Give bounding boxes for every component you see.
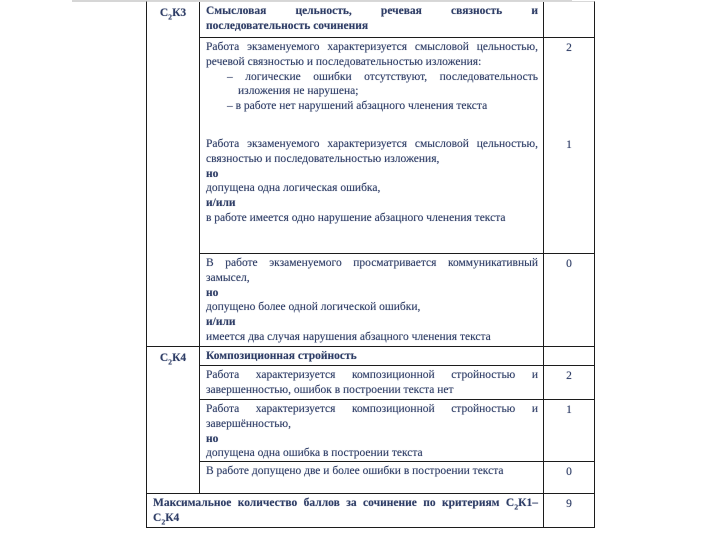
max-score-value: 9 <box>566 498 572 510</box>
criterion-title-row <box>200 2 594 38</box>
criterion-row-score-0 <box>200 254 594 346</box>
criterion-row-score-2 <box>200 38 594 135</box>
paragraph: В работе экзаменуемого просматривается коммуникативный замысел, <box>206 257 538 284</box>
bullet-line: – в работе нет нарушений абзацного членения текста <box>227 100 488 113</box>
score-cell: 2 <box>566 42 572 54</box>
paragraph: Работа характеризуется композиционной стройностью и завершенностью, ошибок в построении текста нет <box>206 369 538 396</box>
section-s2k3-rows <box>200 2 594 346</box>
paragraph: допущена одна ошибка в построении текста <box>206 447 423 460</box>
paragraph: в работе имеется одно нарушение абзацного членения текста <box>206 211 506 224</box>
paragraph: Работа экзаменуемого характеризуется смысловой цельностью, речевой связностью и последовательностью изложения: <box>206 41 538 68</box>
paragraph: В работе допущено две и более ошибки в построении текста <box>206 465 504 477</box>
connector-word: и/или <box>206 316 236 329</box>
criterion-title-row <box>200 347 594 366</box>
connector-word: и/или <box>206 197 236 210</box>
score-cell: 0 <box>566 466 572 478</box>
description-cell <box>200 135 544 253</box>
bullet-line: – логические ошибки отсутствуют, последовательность изложения не нарушена; <box>227 70 538 98</box>
description-cell <box>200 38 544 135</box>
connector-word: но <box>206 167 219 180</box>
description-cell <box>200 462 544 493</box>
paragraph: допущено более одной логической ошибки, <box>206 301 421 314</box>
criterion-title: Композиционная стройность <box>200 347 544 365</box>
score-cell: 1 <box>566 404 572 416</box>
description-cell <box>200 254 544 346</box>
paragraph: допущена одна логическая ошибка, <box>206 182 381 195</box>
description-cell <box>200 366 544 399</box>
connector-word: но <box>206 286 219 299</box>
criterion-code-s2k4: $С_2К4$ <box>147 347 200 493</box>
connector-word: но <box>206 432 219 445</box>
paragraph: имеется два случая нарушения абзацного членения текста <box>206 330 491 343</box>
max-score-row <box>147 494 594 527</box>
score-cell-empty <box>544 347 594 365</box>
section-s2k4-rows <box>200 347 594 493</box>
criterion-row-score-2 <box>200 366 594 400</box>
score-cell: 0 <box>566 258 572 270</box>
score-cell-empty <box>544 2 594 37</box>
criteria-table <box>146 1 595 528</box>
criterion-row-score-0 <box>200 462 594 493</box>
score-cell: 1 <box>566 139 572 151</box>
description-cell <box>200 400 544 461</box>
score-cell: 2 <box>566 370 572 382</box>
section-s2k3 <box>147 2 594 347</box>
criterion-code-s2k3: $С_2К3$ <box>147 2 200 346</box>
criterion-title: Смысловая цельность, речевая связность и последовательность сочинения <box>200 2 544 37</box>
criterion-row-score-1 <box>200 135 594 254</box>
max-score-label: Максимальное количество баллов за сочинение по критериям $С_2К1-С_2К4$ <box>147 494 544 527</box>
paragraph: Работа характеризуется композиционной стройностью и завершённостью, <box>206 403 538 430</box>
criterion-row-score-1 <box>200 400 594 462</box>
paragraph: Работа экзаменуемого характеризуется смысловой цельностью, связностью и последовательностью изложения, <box>206 138 538 165</box>
section-s2k4 <box>147 347 594 494</box>
